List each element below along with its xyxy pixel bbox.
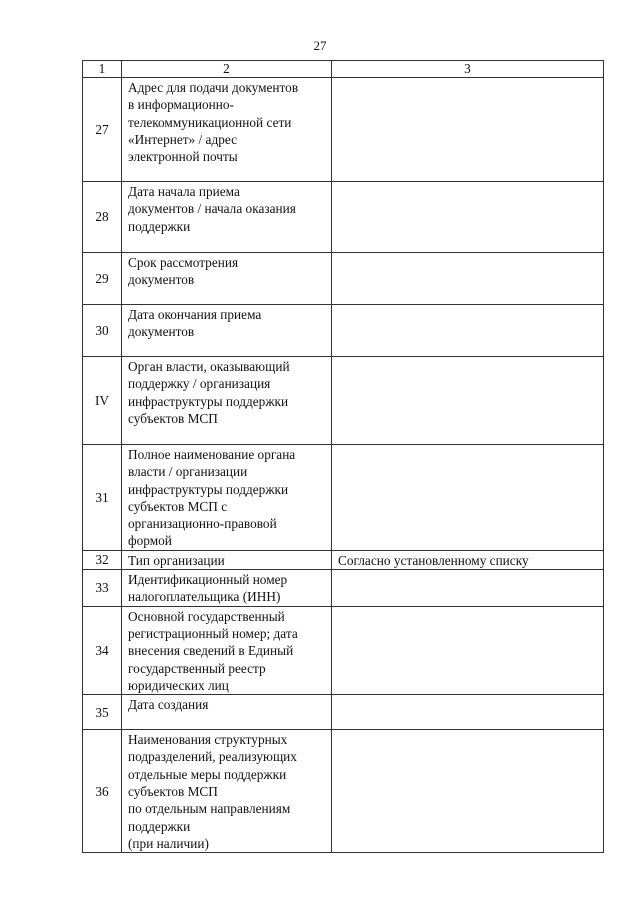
row-number: 27: [83, 78, 122, 182]
row-number: IV: [83, 357, 122, 445]
row-field-value: [332, 606, 604, 694]
row-field-name: Адрес для подачи документов в информационно- телекоммуникационной сети «Интернет» / адрес электронной почты: [122, 78, 332, 182]
row-field-value: [332, 730, 604, 853]
row-field-value: [332, 570, 604, 607]
row-number: 29: [83, 253, 122, 305]
row-field-value: [332, 357, 604, 445]
row-field-name: Полное наименование органа власти / организации инфраструктуры поддержки субъектов МСП с организационно-правовой формой: [122, 445, 332, 551]
row-number: 33: [83, 570, 122, 607]
row-field-name: Дата создания: [122, 695, 332, 730]
row-number: 36: [83, 730, 122, 853]
row-number: 28: [83, 182, 122, 253]
page-number: 27: [313, 38, 327, 53]
row-field-name: Тип организации: [122, 550, 332, 569]
row-field-value: Согласно установленному списку: [332, 550, 604, 569]
table-row: [83, 606, 604, 694]
row-field-value: [332, 182, 604, 253]
table-row: [83, 550, 604, 569]
row-number: 30: [83, 305, 122, 357]
row-field-name: Дата окончания приема документов: [122, 305, 332, 357]
table-row: [83, 305, 604, 357]
column-header-1: 1: [83, 61, 122, 78]
table-row: [83, 730, 604, 853]
row-field-value: [332, 305, 604, 357]
table-row: [83, 78, 604, 182]
row-field-value: [332, 78, 604, 182]
row-number: 32: [83, 550, 122, 569]
row-field-value: [332, 253, 604, 305]
table-row: [83, 182, 604, 253]
info-table: [82, 60, 604, 853]
row-field-name: Срок рассмотрения документов: [122, 253, 332, 305]
row-field-value: [332, 695, 604, 730]
row-field-value: [332, 445, 604, 551]
table-row: [83, 253, 604, 305]
table-row: [83, 357, 604, 445]
column-header-2: 2: [122, 61, 332, 78]
row-field-name: Идентификационный номер налогоплательщика (ИНН): [122, 570, 332, 607]
table-row: [83, 445, 604, 551]
row-number: 34: [83, 606, 122, 694]
table-row: [83, 570, 604, 607]
column-header-3: 3: [332, 61, 604, 78]
row-field-name: Основной государственный регистрационный номер; дата внесения сведений в Единый государственный реестр юридических лиц: [122, 606, 332, 694]
row-field-name: Дата начала приема документов / начала оказания поддержки: [122, 182, 332, 253]
row-field-name: Наименования структурных подразделений, реализующих отдельные меры поддержки субъектов МСП по отдельным направлениям поддержки (при наличии): [122, 730, 332, 853]
table-row: [83, 695, 604, 730]
row-number: 31: [83, 445, 122, 551]
row-field-name: Орган власти, оказывающий поддержку / организация инфраструктуры поддержки субъектов МСП: [122, 357, 332, 445]
row-number: 35: [83, 695, 122, 730]
table-header-row: [83, 61, 604, 78]
